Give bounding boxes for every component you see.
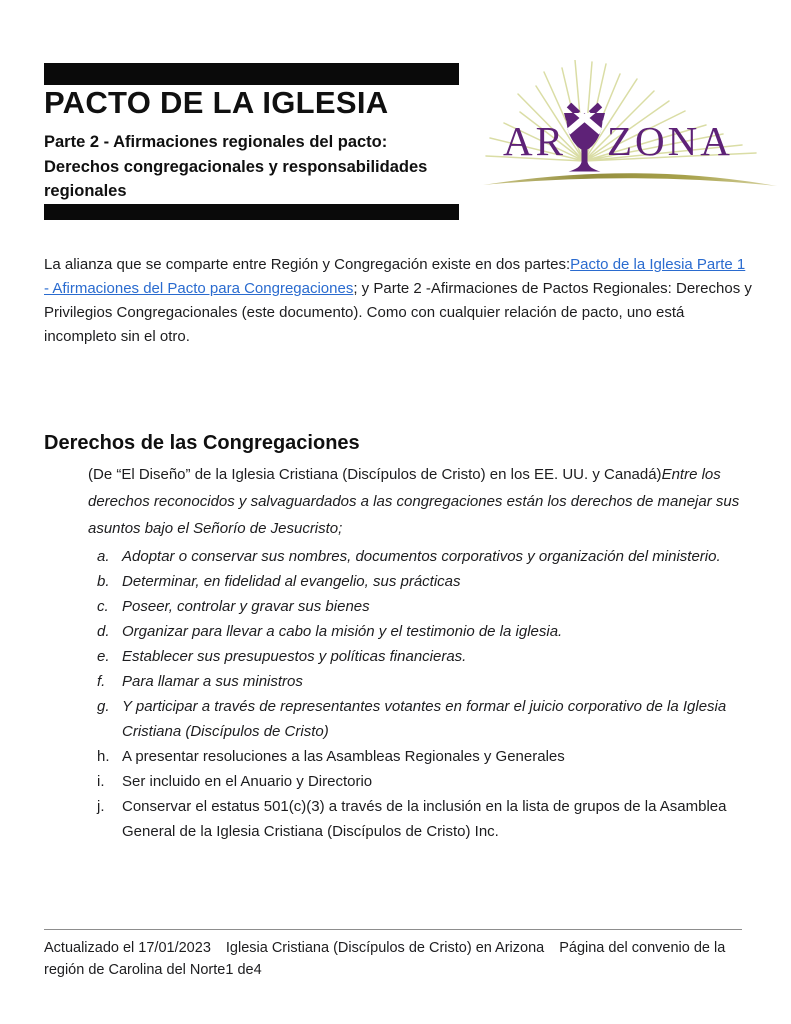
list-item-text: A presentar resoluciones a las Asambleas Regionales y Generales: [122, 748, 565, 765]
list-item-text: Adoptar o conservar sus nombres, documentos corporativos y organización del ministerio.: [122, 548, 721, 565]
rights-list: [97, 544, 745, 844]
list-item-text: Determinar, en fidelidad al evangelio, sus prácticas: [122, 573, 461, 590]
list-item-marker: c.: [97, 598, 109, 615]
rights-section-heading: Derechos de las Congregaciones: [44, 432, 360, 454]
list-item-marker: f.: [97, 673, 106, 690]
intro-text-before-link: La alianza que se comparte entre Región y Congregación existe en dos partes:: [44, 256, 571, 273]
rights-section-intro: [88, 461, 748, 542]
page-subtitle-line: Derechos congregacionales y responsabilidades: [44, 157, 428, 176]
list-item: [97, 544, 745, 569]
list-item: [97, 569, 745, 594]
list-item-marker: b.: [97, 573, 110, 590]
page-title: PACTO DE LA IGLESIA: [44, 85, 389, 120]
footer: [44, 937, 750, 981]
arizona-region-logo: [480, 60, 791, 202]
intro-paragraph: [44, 253, 752, 349]
list-item-marker: i.: [97, 773, 105, 790]
list-item-text: Conservar el estatus 501(c)(3) a través de la inclusión en la lista de grupos de la Asamblea General de la Iglesia Cristiana (Discípulos de Cristo) Inc.: [122, 798, 727, 840]
header-bottom-rule: [44, 204, 459, 220]
list-item-marker: g.: [97, 698, 110, 715]
logo-text-zona: ZONA: [607, 118, 733, 164]
intro-text-after-link: ; y Parte 2 -Afirmaciones de Pactos Regionales: Derechos y Privilegios Congregacionales (este documento). Como con cualquier relación de pacto, uno está incompleto sin el otro.: [44, 280, 752, 345]
list-item: [97, 694, 745, 744]
arizona-logo-graphic: [480, 60, 791, 202]
footer-organization: Iglesia Cristiana (Discípulos de Cristo) en Arizona: [225, 940, 545, 956]
list-item-marker: e.: [97, 648, 110, 665]
swoosh-arc-icon: [483, 173, 777, 186]
list-item-marker: a.: [97, 548, 110, 565]
list-item: [97, 594, 745, 619]
list-item: [97, 769, 745, 794]
list-item-marker: d.: [97, 623, 110, 640]
covenant-part1-link[interactable]: Pacto de la Iglesia Parte 1 - Afirmaciones del Pacto para Congregaciones: [44, 256, 746, 297]
list-item-text: Y participar a través de representantes votantes en formar el juicio corporativo de la Iglesia Cristiana (Discípulos de Cristo): [122, 698, 727, 740]
cross-tips-icon: [569, 105, 600, 114]
page-subtitle: [44, 130, 427, 204]
page-subtitle-line: regionales: [44, 182, 127, 200]
list-item: [97, 619, 745, 644]
list-item: [97, 794, 745, 844]
rights-intro-quote: Entre los derechos reconocidos y salvaguardados a las congregaciones están los derechos de manejar sus asuntos bajo el Señorío de Jesucristo;: [88, 466, 740, 537]
header-top-rule: [44, 63, 459, 85]
rights-intro-source: (De “El Diseño” de la Iglesia Cristiana (Discípulos de Cristo) en los EE. UU. y Canadá): [88, 466, 662, 483]
footer-updated-date: Actualizado el 17/01/2023: [44, 940, 211, 956]
list-item-text: Establecer sus presupuestos y políticas financieras.: [122, 648, 467, 665]
list-item: [97, 644, 745, 669]
list-item-text: Ser incluido en el Anuario y Directorio: [122, 773, 373, 790]
list-item: [97, 669, 745, 694]
list-item-text: Para llamar a sus ministros: [122, 673, 303, 690]
list-item-text: Organizar para llevar a cabo la misión y el testimonio de la iglesia.: [122, 623, 563, 640]
list-item-text: Poseer, controlar y gravar sus bienes: [122, 598, 370, 615]
footer-page-info: Página del convenio de la región de Carolina del Norte1 de4: [44, 940, 726, 978]
page-subtitle-line: Parte 2 - Afirmaciones regionales del pacto:: [44, 133, 388, 151]
logo-text-ar: AR: [503, 118, 566, 164]
list-item-marker: j.: [97, 798, 105, 815]
list-item-marker: h.: [97, 748, 110, 765]
list-item: [97, 744, 745, 769]
footer-rule: [44, 929, 742, 930]
